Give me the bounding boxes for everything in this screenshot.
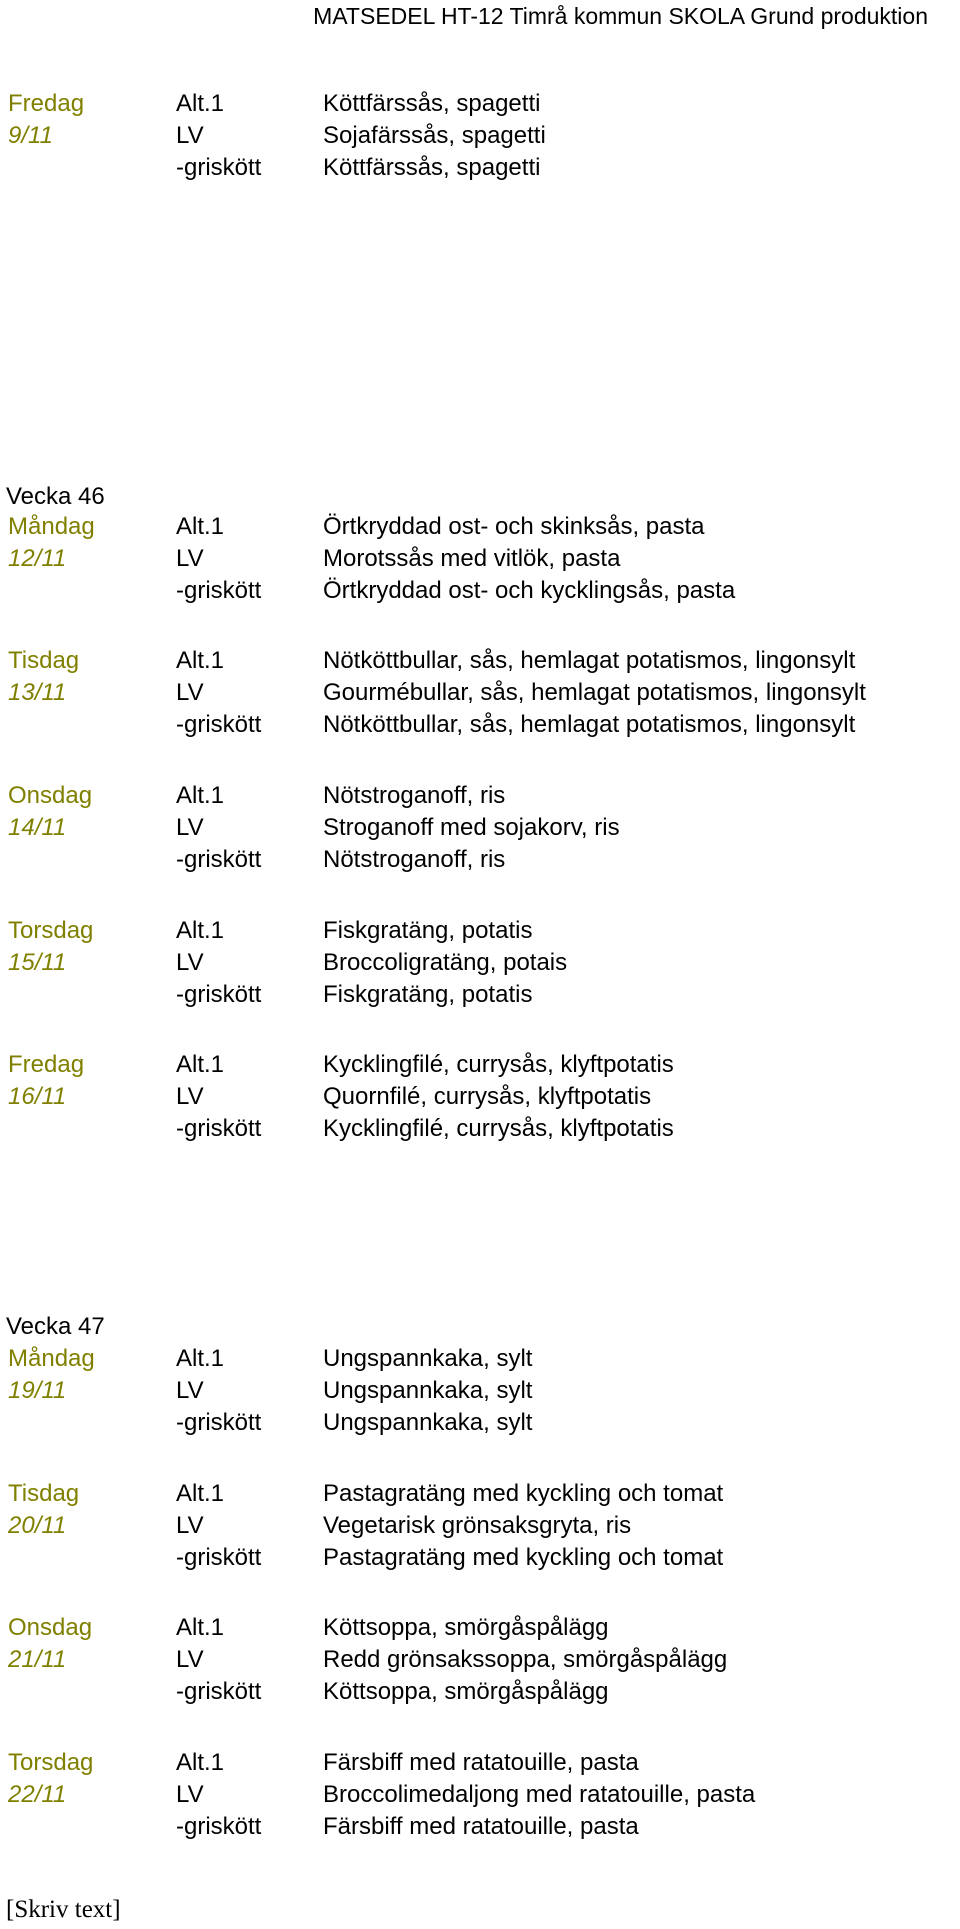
dish-text: Redd grönsakssoppa, smörgåspålägg	[323, 1646, 728, 1673]
week-title: Vecka 47	[6, 1313, 105, 1340]
alt-label: LV	[176, 1377, 204, 1404]
day-label: Fredag	[8, 90, 85, 117]
day-label: Onsdag	[8, 1614, 93, 1641]
day-label: Måndag	[8, 513, 95, 540]
alt-label: -griskött	[176, 846, 262, 873]
date-label: 12/11	[8, 545, 67, 572]
page-header: MATSEDEL HT-12 Timrå kommun SKOLA Grund produktion	[313, 3, 928, 29]
menu-row	[0, 1676, 960, 1708]
menu-row	[0, 645, 960, 677]
day-block-mandag-12-11	[0, 511, 960, 607]
day-block-torsdag-15-11	[0, 915, 960, 1011]
dish-text: Nötköttbullar, sås, hemlagat potatismos, lingonsylt	[323, 711, 856, 738]
day-label: Torsdag	[8, 1749, 94, 1776]
alt-label: -griskött	[176, 1813, 262, 1840]
day-block-fredag-9-11	[0, 88, 960, 184]
alt-label: LV	[176, 1781, 204, 1808]
dish-text: Stroganoff med sojakorv, ris	[323, 814, 620, 841]
day-block-onsdag-21-11	[0, 1612, 960, 1708]
dish-text: Sojafärssås, spagetti	[323, 122, 546, 149]
date-label: 13/11	[8, 679, 67, 706]
dish-text: Pastagratäng med kyckling och tomat	[323, 1480, 724, 1507]
dish-text: Köttsoppa, smörgåspålägg	[323, 1614, 609, 1641]
alt-label: Alt.1	[176, 1345, 225, 1372]
alt-label: Alt.1	[176, 90, 225, 117]
date-label: 20/11	[8, 1512, 67, 1539]
menu-row	[0, 1510, 960, 1542]
menu-row	[0, 1542, 960, 1574]
dish-text: Färsbiff med ratatouille, pasta	[323, 1813, 639, 1840]
alt-label: -griskött	[176, 1409, 262, 1436]
day-block-tisdag-20-11	[0, 1478, 960, 1574]
menu-row	[0, 1644, 960, 1676]
dish-text: Morotssås med vitlök, pasta	[323, 545, 621, 572]
menu-row	[0, 979, 960, 1011]
day-label: Måndag	[8, 1345, 95, 1372]
menu-row	[0, 1375, 960, 1407]
date-label: 22/11	[8, 1781, 67, 1808]
menu-row	[0, 152, 960, 184]
date-label: 21/11	[8, 1646, 67, 1673]
menu-row	[0, 677, 960, 709]
dish-text: Nötköttbullar, sås, hemlagat potatismos, lingonsylt	[323, 647, 856, 674]
alt-label: LV	[176, 545, 204, 572]
menu-row	[0, 947, 960, 979]
day-block-tisdag-13-11	[0, 645, 960, 741]
week-title: Vecka 46	[6, 483, 105, 510]
alt-label: -griskött	[176, 711, 262, 738]
page-footer: [Skriv text]	[6, 1896, 121, 1923]
dish-text: Örtkryddad ost- och kycklingsås, pasta	[323, 577, 736, 604]
dish-text: Fiskgratäng, potatis	[323, 917, 533, 944]
dish-text: Gourmébullar, sås, hemlagat potatismos, lingonsylt	[323, 679, 866, 706]
date-label: 19/11	[8, 1377, 67, 1404]
dish-text: Örtkryddad ost- och skinksås, pasta	[323, 513, 705, 540]
alt-label: LV	[176, 814, 204, 841]
day-block-fredag-16-11	[0, 1049, 960, 1145]
day-label: Tisdag	[8, 647, 80, 674]
menu-row	[0, 780, 960, 812]
day-label: Tisdag	[8, 1480, 80, 1507]
dish-text: Vegetarisk grönsaksgryta, ris	[323, 1512, 632, 1539]
menu-row	[0, 1612, 960, 1644]
dish-text: Ungspannkaka, sylt	[323, 1345, 533, 1372]
alt-label: LV	[176, 949, 204, 976]
dish-text: Broccoligratäng, potais	[323, 949, 568, 976]
dish-text: Köttfärssås, spagetti	[323, 90, 541, 117]
menu-row	[0, 1407, 960, 1439]
dish-text: Kycklingfilé, currysås, klyftpotatis	[323, 1051, 674, 1078]
dish-text: Färsbiff med ratatouille, pasta	[323, 1749, 639, 1776]
alt-label: -griskött	[176, 154, 262, 181]
day-block-torsdag-22-11	[0, 1747, 960, 1843]
dish-text: Ungspannkaka, sylt	[323, 1409, 533, 1436]
day-block-mandag-19-11	[0, 1343, 960, 1439]
dish-text: Pastagratäng med kyckling och tomat	[323, 1544, 724, 1571]
dish-text: Nötstroganoff, ris	[323, 782, 506, 809]
date-label: 15/11	[8, 949, 67, 976]
dish-text: Ungspannkaka, sylt	[323, 1377, 533, 1404]
date-label: 14/11	[8, 814, 67, 841]
alt-label: Alt.1	[176, 917, 225, 944]
dish-text: Broccolimedaljong med ratatouille, pasta	[323, 1781, 756, 1808]
menu-row	[0, 1779, 960, 1811]
menu-row	[0, 575, 960, 607]
alt-label: -griskött	[176, 1544, 262, 1571]
alt-label: Alt.1	[176, 1480, 225, 1507]
alt-label: Alt.1	[176, 1614, 225, 1641]
alt-label: Alt.1	[176, 1749, 225, 1776]
menu-row	[0, 1049, 960, 1081]
dish-text: Köttsoppa, smörgåspålägg	[323, 1678, 609, 1705]
alt-label: Alt.1	[176, 647, 225, 674]
day-label: Fredag	[8, 1051, 85, 1078]
menu-row	[0, 1081, 960, 1113]
menu-row	[0, 1113, 960, 1145]
date-label: 16/11	[8, 1083, 67, 1110]
menu-row	[0, 1343, 960, 1375]
alt-label: LV	[176, 122, 204, 149]
alt-label: LV	[176, 1646, 204, 1673]
menu-row	[0, 812, 960, 844]
alt-label: -griskött	[176, 577, 262, 604]
alt-label: -griskött	[176, 981, 262, 1008]
dish-text: Quornfilé, currysås, klyftpotatis	[323, 1083, 652, 1110]
menu-row	[0, 1811, 960, 1843]
alt-label: LV	[176, 1083, 204, 1110]
alt-label: LV	[176, 1512, 204, 1539]
alt-label: -griskött	[176, 1678, 262, 1705]
alt-label: Alt.1	[176, 513, 225, 540]
day-label: Torsdag	[8, 917, 94, 944]
dish-text: Köttfärssås, spagetti	[323, 154, 541, 181]
menu-row	[0, 915, 960, 947]
alt-label: -griskött	[176, 1115, 262, 1142]
menu-row	[0, 709, 960, 741]
menu-row	[0, 1747, 960, 1779]
dish-text: Kycklingfilé, currysås, klyftpotatis	[323, 1115, 674, 1142]
day-block-onsdag-14-11	[0, 780, 960, 876]
alt-label: LV	[176, 679, 204, 706]
menu-row	[0, 88, 960, 120]
menu-row	[0, 511, 960, 543]
day-label: Onsdag	[8, 782, 93, 809]
menu-row	[0, 1478, 960, 1510]
menu-row	[0, 844, 960, 876]
menu-row	[0, 543, 960, 575]
date-label: 9/11	[8, 122, 53, 149]
dish-text: Nötstroganoff, ris	[323, 846, 506, 873]
alt-label: Alt.1	[176, 782, 225, 809]
dish-text: Fiskgratäng, potatis	[323, 981, 533, 1008]
menu-row	[0, 120, 960, 152]
alt-label: Alt.1	[176, 1051, 225, 1078]
